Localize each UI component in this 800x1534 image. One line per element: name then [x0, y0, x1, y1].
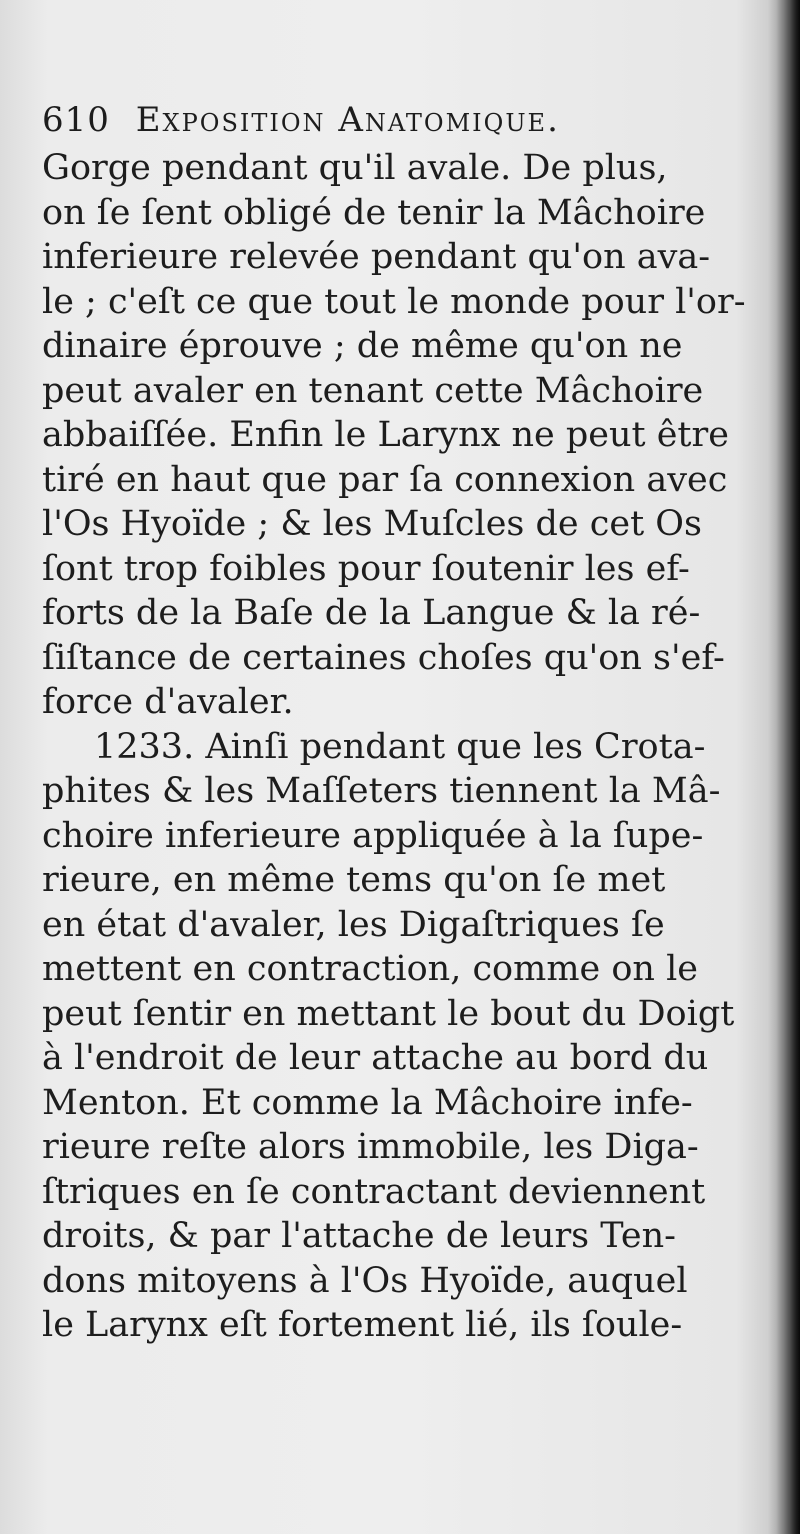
body-text	[42, 146, 746, 1348]
text-line: en état d'avaler, les Digaſtriques ſe	[42, 904, 665, 945]
text-line: abbaiſſée. Enfin le Larynx ne peut être	[42, 415, 729, 455]
page-number: 610	[42, 100, 110, 140]
paragraph-start-line: 1233. Ainſi pendant que les Crota-	[94, 726, 706, 767]
text-line: phites & les Maſſeters tiennent la Mâ-	[42, 771, 721, 811]
text-line: Gorge pendant qu'il avale. De plus,	[42, 148, 668, 188]
page-edge-shadow	[776, 0, 800, 1534]
text-line: inferieure relevée pendant qu'on ava-	[42, 237, 711, 277]
text-line: droits, & par l'attache de leurs Ten-	[42, 1216, 676, 1256]
text-line: Menton. Et comme la Mâchoire infe-	[42, 1082, 693, 1123]
text-line: rieure, en même tems qu'on ſe met	[42, 860, 666, 900]
text-line: ſiſtance de certaines choſes qu'on s'ef-	[42, 637, 725, 678]
text-line: dinaire éprouve ; de même qu'on ne	[42, 326, 683, 366]
text-line: l'Os Hyoïde ; & les Muſcles de cet Os	[42, 504, 702, 544]
text-line: forts de la Baſe de la Langue & la ré-	[42, 593, 701, 633]
text-line: à l'endroit de leur attache au bord du	[42, 1038, 709, 1078]
page-header	[42, 100, 742, 150]
text-line: tiré en haut que par ſa connexion avec	[42, 459, 728, 500]
running-title: Exposition Anatomique.	[135, 100, 560, 140]
text-line: dons mitoyens à l'Os Hyoïde, auquel	[42, 1260, 688, 1301]
text-line: rieure reſte alors immobile, les Diga-	[42, 1127, 699, 1167]
text-line: force d'avaler.	[42, 682, 294, 722]
text-line: le ; c'eſt ce que tout le monde pour l'or-	[42, 281, 746, 322]
text-line: peut avaler en tenant cette Mâchoire	[42, 370, 704, 411]
text-line: ſont trop foibles pour ſoutenir les ef-	[42, 548, 690, 589]
text-line: le Larynx eſt fortement lié, ils ſoule-	[42, 1305, 683, 1345]
text-line: choire inferieure appliquée à la ſupe-	[42, 815, 704, 856]
text-line: on ſe ſent obligé de tenir la Mâchoire	[42, 192, 706, 233]
text-line: mettent en contraction, comme on le	[42, 949, 698, 989]
text-line: ſtriques en ſe contractant deviennent	[42, 1171, 706, 1212]
text-line: peut ſentir en mettant le bout du Doigt	[42, 993, 735, 1034]
